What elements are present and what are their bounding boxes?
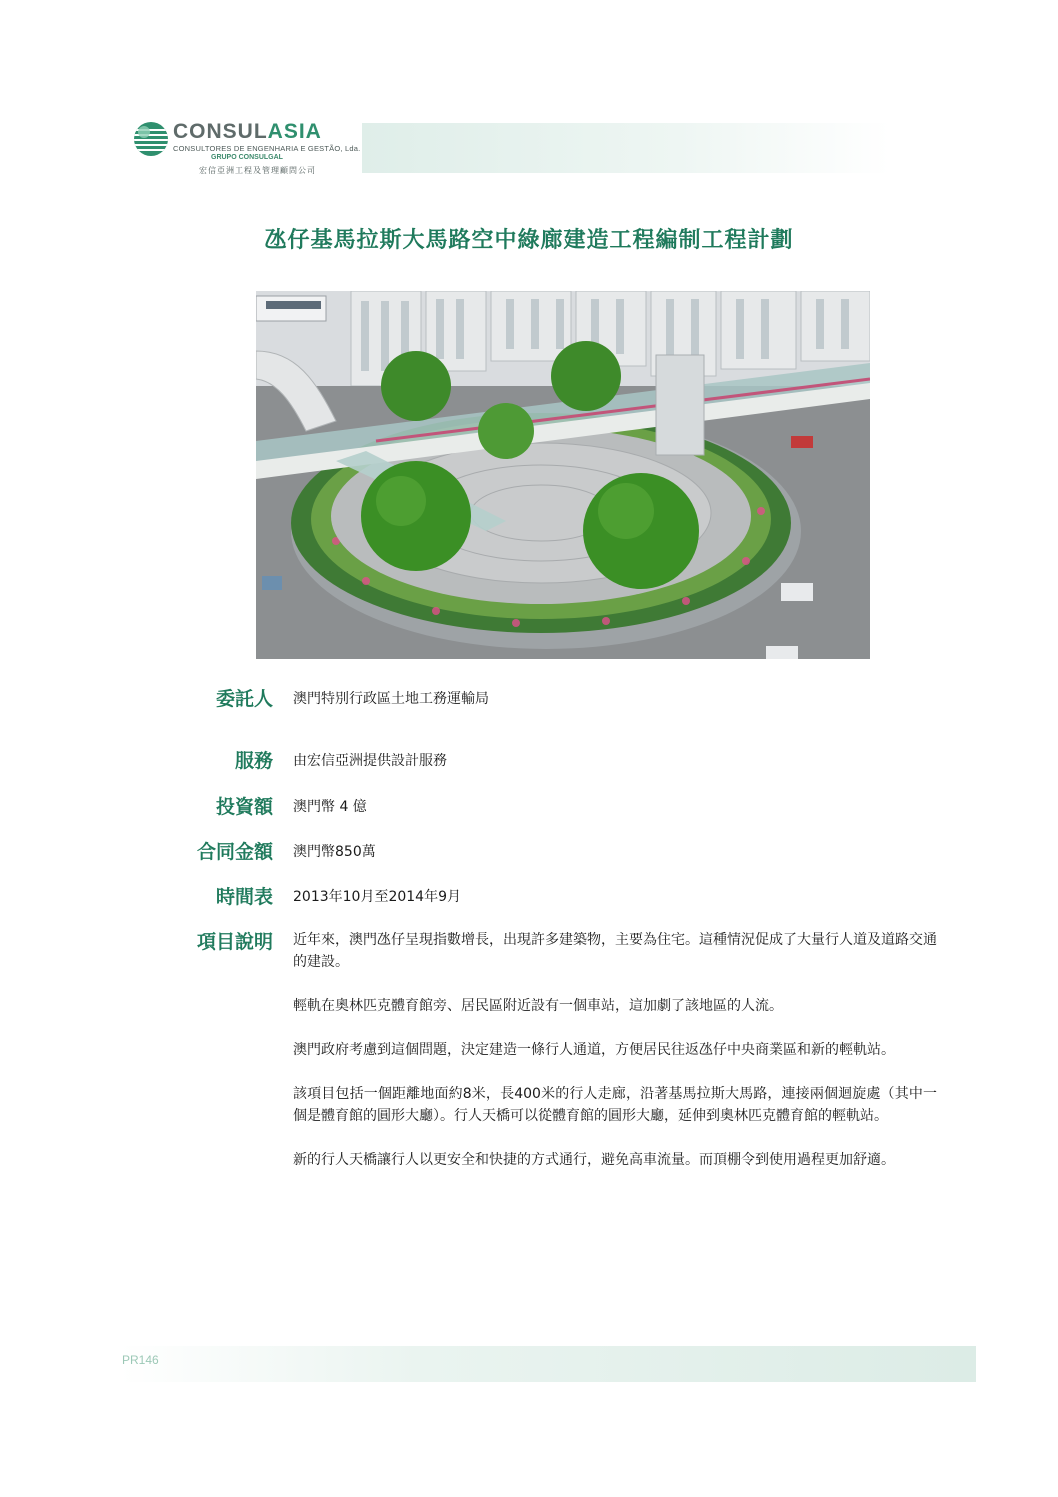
investment-value: 澳門幣 4 億 bbox=[293, 799, 367, 815]
logo-subtitle: CONSULTORES DE ENGENHARIA E GESTÃO, Lda. bbox=[173, 144, 361, 153]
company-logo bbox=[133, 118, 363, 180]
header-band bbox=[362, 123, 890, 173]
schedule-value: 2013年10月至2014年9月 bbox=[293, 889, 461, 905]
logo-group-name: GRUPO CONSULGAL bbox=[211, 154, 283, 161]
contract-amount-label: 合同金額 bbox=[196, 841, 273, 863]
schedule-label: 時間表 bbox=[215, 886, 273, 908]
client-label: 委託人 bbox=[215, 688, 273, 710]
globe-logo-icon bbox=[133, 121, 169, 157]
logo-wordmark: CONSULASIA bbox=[173, 120, 322, 143]
description-paragraph: 新的行人天橋讓行人以更安全和快捷的方式通行，避免高車流量。而頂棚令到使用過程更加舒適。 bbox=[293, 1152, 895, 1168]
page-title: 氹仔基馬拉斯大馬路空中綠廊建造工程編制工程計劃 bbox=[264, 228, 794, 253]
footer-band bbox=[120, 1346, 976, 1382]
description-paragraph: 輕軌在奧林匹克體育館旁、居民區附近設有一個車站，這加劇了該地區的人流。 bbox=[293, 998, 783, 1014]
investment-label: 投資額 bbox=[215, 796, 273, 818]
description-paragraph: 該項目包括一個距離地面約8米，長400米的行人走廊，沿著基馬拉斯大馬路，連接兩個迴旋處（其中一個是體育館的圓形大廳）。行人天橋可以從體育館的圓形大廳，延伸到奧林匹克體育館的輕軌站。 bbox=[293, 1086, 937, 1124]
logo-chinese-name: 宏信亞洲工程及管理顧問公司 bbox=[199, 166, 316, 175]
service-value: 由宏信亞洲提供設計服務 bbox=[293, 753, 447, 769]
client-value: 澳門特別行政區土地工務運輸局 bbox=[293, 691, 489, 707]
project-rendering-image bbox=[256, 291, 870, 659]
description-label: 項目說明 bbox=[196, 931, 273, 953]
description-text bbox=[293, 929, 937, 1193]
project-code: PR146 bbox=[122, 1353, 159, 1367]
description-paragraph: 澳門政府考慮到這個問題，決定建造一條行人通道，方便居民往返氹仔中央商業區和新的輕軌站。 bbox=[293, 1042, 895, 1058]
service-label: 服務 bbox=[234, 750, 273, 772]
description-paragraph: 近年來，澳門氹仔呈現指數增長，出現許多建築物，主要為住宅。這種情況促成了大量行人道及道路交通的建設。 bbox=[293, 932, 937, 970]
contract-amount-value: 澳門幣850萬 bbox=[293, 844, 376, 860]
